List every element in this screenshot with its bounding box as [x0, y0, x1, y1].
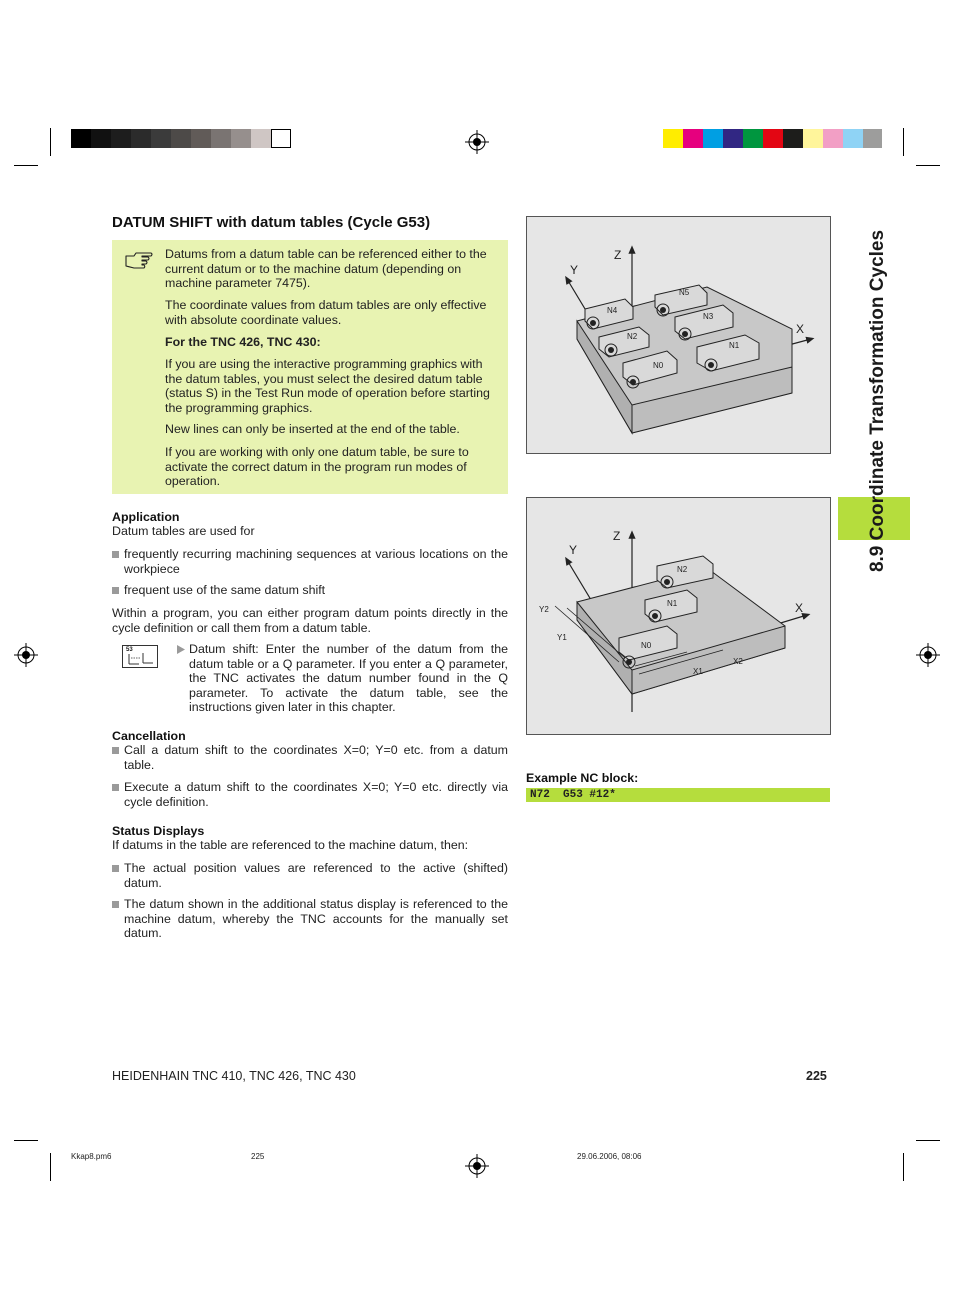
figure-2-drawing: [527, 498, 830, 734]
datum-label: N1: [729, 341, 740, 350]
triangle-bullet-icon: [177, 645, 185, 654]
slug-date: 29.06.2006, 08:06: [577, 1152, 642, 1161]
note-subheading: For the TNC 426, TNC 430:: [165, 335, 321, 349]
z-axis-label: Z: [613, 529, 621, 543]
section-heading: DATUM SHIFT with datum tables (Cycle G53): [112, 214, 431, 231]
registration-mark-right: [916, 643, 940, 667]
page-number: 225: [806, 1069, 827, 1083]
datum-label: N2: [677, 565, 688, 574]
list-item: frequent use of the same datum shift: [112, 583, 508, 598]
cancellation-heading: Cancellation: [112, 729, 186, 743]
datum-label: N4: [607, 306, 618, 315]
bullet-square-icon: [112, 551, 119, 558]
datum-label: N3: [703, 312, 714, 321]
registration-mark-left: [14, 643, 38, 667]
datum-label: N5: [679, 288, 690, 297]
datum-table-figure-1: [526, 216, 831, 454]
bullet-square-icon: [112, 587, 119, 594]
datum-label: N0: [653, 361, 664, 370]
application-heading: Application: [112, 510, 180, 524]
datum-shift-icon: [127, 652, 155, 666]
list-item: The actual position values are referenced to the active (shifted) datum.: [112, 861, 508, 890]
x-axis-label: X: [796, 322, 805, 336]
status-intro: If datums in the table are referenced to the machine datum, then:: [112, 838, 469, 852]
datum-label: N2: [627, 332, 638, 341]
bullet-square-icon: [112, 901, 119, 908]
list-item: The datum shown in the additional status display is referenced to the machine datum, whereby the TNC accounts for the manually set datum.: [112, 897, 508, 941]
dimension-label: X1: [693, 667, 703, 676]
y-axis-label: Y: [570, 263, 579, 277]
dimension-label: Y2: [539, 605, 549, 614]
note-paragraph-3: If you are using the interactive programming graphics with the datum tables, you must select the desired datum table (status S) in the Test Run mode of operation before starting the programming graphics.: [165, 357, 490, 415]
datum-shift-step: Datum shift: Enter the number of the datum from the datum table or a Q parameter. If you enter a Q parameter, the TNC activates the datum number found in the Q parameter. To activate the datum table, see the instructions given later in this chapter.: [189, 642, 508, 715]
note-paragraph-1: Datums from a datum table can be referenced either to the current datum or to the machine datum (depending on machine parameter 7475).: [165, 247, 487, 291]
registration-mark-bottom: [465, 1154, 489, 1178]
datum-table-figure-2: [526, 497, 831, 735]
slug-filename: Kkap8.pm6: [71, 1152, 112, 1161]
dimension-label: Y1: [557, 633, 567, 642]
pointing-hand-icon: [124, 247, 154, 269]
footer-product: HEIDENHAIN TNC 410, TNC 426, TNC 430: [112, 1069, 356, 1083]
application-intro: Datum tables are used for: [112, 524, 255, 538]
note-paragraph-2: The coordinate values from datum tables are only effective with absolute coordinate values.: [165, 298, 487, 327]
list-item: Execute a datum shift to the coordinates X=0; Y=0 etc. directly via cycle definition.: [112, 780, 508, 809]
bullet-square-icon: [112, 865, 119, 872]
dimension-label: X2: [733, 657, 743, 666]
x-axis-label: X: [795, 601, 804, 615]
slug-page: 225: [251, 1152, 265, 1161]
note-paragraph-5: If you are working with only one datum table, be sure to activate the correct datum in the program run modes of operation.: [165, 445, 469, 489]
nc-block-code: N72 G53 #12*: [530, 789, 616, 801]
note-paragraph-4: New lines can only be inserted at the end of the table.: [165, 422, 460, 436]
z-axis-label: Z: [614, 248, 622, 262]
application-paragraph: Within a program, you can either program datum points directly in the cycle definition or call them from a datum table.: [112, 606, 508, 635]
registration-mark-top: [465, 130, 489, 154]
list-item: Call a datum shift to the coordinates X=0; Y=0 etc. from a datum table.: [112, 743, 508, 772]
datum-label: N0: [641, 641, 652, 650]
status-displays-heading: Status Displays: [112, 824, 205, 838]
example-heading: Example NC block:: [526, 771, 639, 785]
list-item: frequently recurring machining sequences at various locations on the workpiece: [112, 547, 508, 576]
bullet-square-icon: [112, 747, 119, 754]
cycle-53-softkey[interactable]: 53: [122, 645, 158, 668]
figure-1-drawing: [527, 217, 830, 453]
datum-label: N1: [667, 599, 678, 608]
y-axis-label: Y: [569, 543, 578, 557]
bullet-square-icon: [112, 784, 119, 791]
